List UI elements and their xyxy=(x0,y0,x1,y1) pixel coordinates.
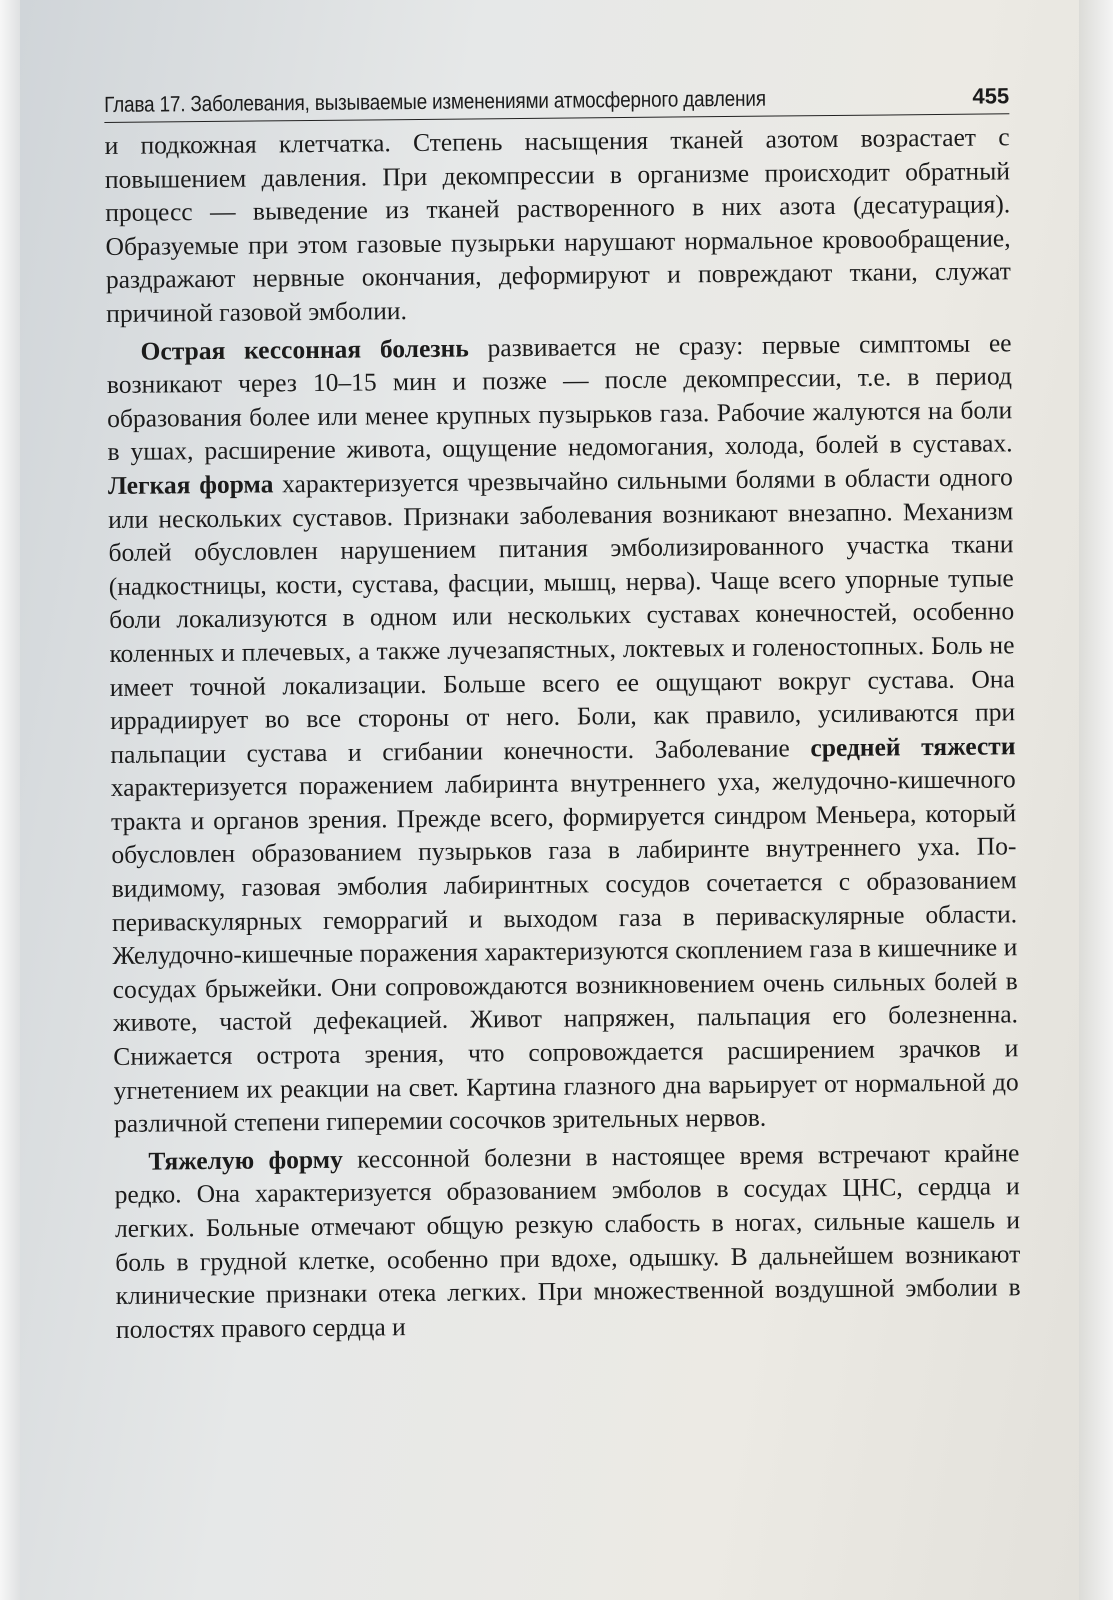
term-severe-form: Тяжелую форму xyxy=(148,1144,343,1176)
body-text xyxy=(104,120,1021,1346)
page-left-margin xyxy=(0,0,20,1600)
paragraph-acute-caisson xyxy=(106,326,1019,1141)
term-moderate-severity: средней тяжести xyxy=(810,730,1016,762)
paragraph-continuation xyxy=(104,120,1011,330)
paragraph-text: характеризуется поражением лабиринта внутреннего уха, желудочно-кишечного тракта и органов зрения. Прежде всего, формируется синдром Меньера, который обусловлен образованием пузырьков газа в лабиринте внутреннего уха. По-видимому, газовая эмболия лабиринтных сосудов сочетается с образованием периваскулярных геморрагий и выходом газа в периваскулярные области. Желудочно-кишечные поражения характеризуются скоплением газа в кишечнике и сосудах брыжейки. Они сопровождаются возникновением очень сильных болей в животе, частой дефекацией. Живот напряжен, пальпация его болезненна. Снижается острота зрения, что сопровождается расширением зрачков и угнетением их реакции на свет. Картина глазного дна варьирует от нормальной до различной степени гиперемии сосочков зрительных нервов. xyxy=(110,764,1019,1139)
paragraph-text: кессонной болезни в настоящее время встречают крайне редко. Она характеризуется образованием эмболов в сосудах ЦНС, сердца и легких. Больные отмечают общую резкую слабость в ногах, сильные кашель и боль в грудной клетке, особенно при вдохе, одышку. В дальнейшем возникают клинические признаки отека легких. При множественной воздушной эмболии в полостях правого сердца и xyxy=(114,1138,1021,1344)
paragraph-text: и подкожная клетчатка. Степень насыщения тканей азотом возрастает с повышением давления. При декомпрессии в организме происходит обратный процесс — выведение из тканей растворенного в них азота (десатурация). Образуемые при этом газовые пузырьки нарушают нормальное кровообращение, раздражают нервные окончания, деформируют и повреждают ткани, служат причиной газовой эмболии. xyxy=(104,122,1011,328)
running-header xyxy=(104,73,1009,123)
term-mild-form: Легкая форма xyxy=(107,469,274,500)
paragraph-text: характеризуется чрезвычайно сильными болями в области одного или нескольких суставов. Признаки заболевания возникают внезапно. Механизм болей обусловлен нарушением питания эмболизированного участка ткани (надкостницы, кости, сустава, фасции, мышц, нерва). Чаще всего упорные тупые боли локализуются в одном или нескольких суставах конечностей, особенно коленных и плечевых, а также лучезапястных, локтевых и голеностопных. Боль не имеет точной локализации. Больше всего ее ощущают вокруг сустава. Она иррадиирует во все стороны от него. Боли, как правило, усиливаются при пальпации сустава и сгибании конечности. Заболевание xyxy=(108,462,1016,769)
chapter-title: Глава 17. Заболевания, вызываемые изменениями атмосферного давления xyxy=(104,85,766,117)
term-acute-caisson-disease: Острая кессонная болезнь xyxy=(140,333,469,366)
paragraph-text: развивается не сразу: первые симптомы ее возникают через 10–15 мин и позже — после декомпрессии, т.е. в период образования более или менее крупных пузырьков газа. Рабочие жалуются на боли в ушах, расширение живота, ощущение недомогания, холода, болей в суставах. xyxy=(106,327,1013,467)
page-number: 455 xyxy=(972,83,1010,109)
page-content xyxy=(104,73,1021,1346)
page-right-margin xyxy=(1079,0,1113,1600)
paragraph-severe-form xyxy=(114,1136,1021,1346)
